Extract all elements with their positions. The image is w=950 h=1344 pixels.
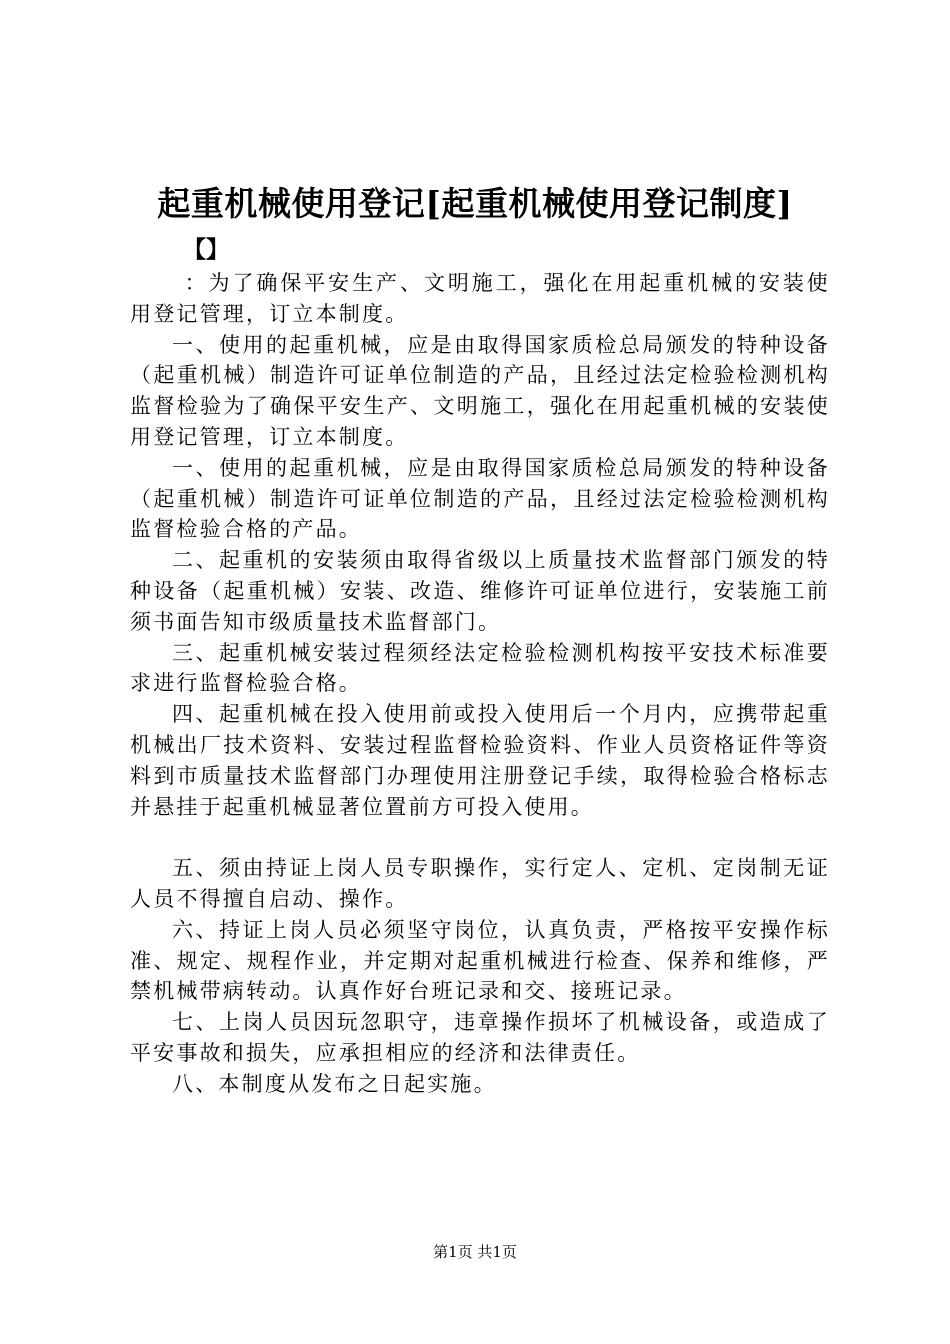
page-title: 起重机械使用登记[起重机械使用登记制度] bbox=[157, 184, 793, 223]
paragraph-intro: ：为了确保平安生产、文明施工，强化在用起重机械的安装使用登记管理，订立本制度。 bbox=[130, 271, 830, 326]
paragraph-8: 八、本制度从发布之日起实施。 bbox=[172, 1071, 497, 1096]
paragraph-2: 二、起重机的安装须由取得省级以上质量技术监督部门颁发的特种设备（起重机械）安装、改造、维修许可证单位进行，安装施工前须书面告知市级质量技术监督部门。 bbox=[130, 548, 830, 634]
paragraph-3: 三、起重机械安装过程须经法定检验检测机构按平安技术标准要求进行监督检验合格。 bbox=[130, 640, 830, 696]
paragraph-4: 四、起重机械在投入使用前或投入使用后一个月内，应携带起重机械出厂技术资料、安装过程监督检验资料、作业人员资格证件等资料到市质量技术监督部门办理使用注册登记手续，取得检验合格标志并悬挂于起重机械显著位置前方可投入使用。 bbox=[130, 702, 830, 819]
bracket-marker: 【】 bbox=[183, 236, 229, 263]
page-footer: 第1页 共1页 bbox=[433, 1243, 517, 1261]
paragraph-1b: 一、使用的起重机械，应是由取得国家质检总局颁发的特种设备（起重机械）制造许可证单位制造的产品，且经过法定检验检测机构监督检验合格的产品。 bbox=[130, 455, 830, 542]
paragraph-spacer bbox=[130, 822, 830, 853]
paragraph-1a: 一、使用的起重机械，应是由取得国家质检总局颁发的特种设备（起重机械）制造许可证单位制造的产品，且经过法定检验检测机构监督检验为了确保平安生产、文明施工，强化在用起重机械的安装使用登记管理，订立本制度。 bbox=[130, 332, 830, 449]
document-body bbox=[130, 268, 830, 1100]
paragraph-6: 六、持证上岗人员必须坚守岗位，认真负责，严格按平安操作标准、规定、规程作业，并定期对起重机械进行检查、保养和维修，严禁机械带病转动。认真作好台班记录和交、接班记录。 bbox=[130, 917, 830, 1004]
paragraph-5: 五、须由持证上岗人员专职操作，实行定人、定机、定岗制无证人员不得擅自启动、操作。 bbox=[130, 856, 830, 911]
paragraph-7: 七、上岗人员因玩忽职守，违章操作损坏了机械设备，或造成了平安事故和损失，应承担相应的经济和法律责任。 bbox=[130, 1010, 830, 1065]
